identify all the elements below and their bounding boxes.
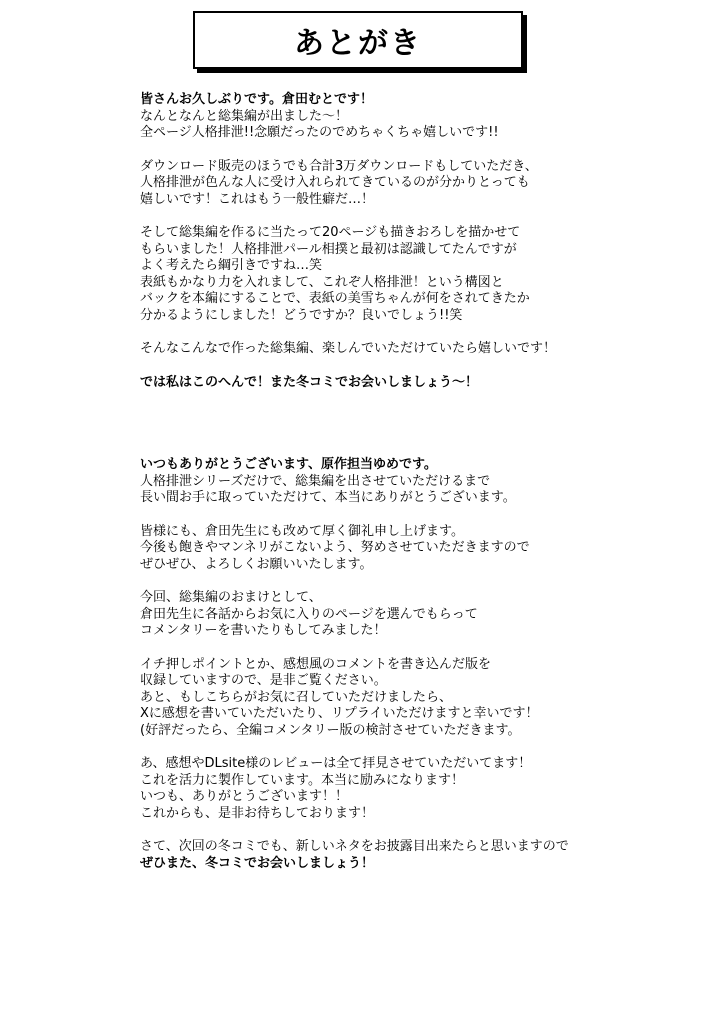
text-line: (好評だったら、全編コメンタリー版の検討させていただきます。: [140, 722, 521, 738]
paragraph: [140, 756, 700, 822]
text-line: さて、次回の冬コミでも、新しいネタをお披露目出来たらと思いますので: [140, 839, 569, 854]
text-line: バックを本編にすることで、表紙の美雪ちゃんが何をされてきたか: [140, 291, 530, 306]
text-line: 長い間お手に取っていただけて、本当にありがとうございます。: [140, 490, 516, 505]
text-line: そして総集編を作るに当たって20ページも描きおろしを描かせて: [140, 225, 521, 240]
text-line: なんとなんと総集編が出ました～！: [140, 108, 349, 124]
paragraph: [140, 590, 700, 640]
text-line: ダウンロード販売のほうでも合計3万ダウンロードもしていただき、: [140, 158, 538, 174]
text-line: 人格排泄が色んな人に受け入れられてきているのが分かりとっても: [140, 175, 530, 190]
paragraph: [140, 375, 700, 392]
paragraph: [140, 657, 700, 740]
paragraph: [140, 225, 700, 324]
paragraph: [140, 159, 700, 209]
text-line: 人格排泄シリーズだけで、総集編を出させていただけるまで: [140, 473, 491, 489]
text-line: 表紙もかなり力を入れまして、これぞ人格排泄！という構図と: [140, 274, 504, 290]
afterword-section-artist: [140, 92, 700, 408]
text-line: では私はこのへんで！また冬コミでお会いしましょう～！: [140, 374, 479, 390]
paragraph: [140, 839, 700, 872]
text-line: 今後も飽きやマンネリがこないよう、努めさせていただきますので: [140, 540, 530, 555]
text-line: 収録していますので、是非ご覧ください。: [140, 673, 387, 688]
text-line: Xに感想を書いていただいたり、リプライいただけますと幸いです！: [140, 706, 539, 721]
text-line: これからも、是非お待ちしております！: [140, 805, 375, 821]
text-line: これを活力に製作しています。本当に励みになります！: [140, 772, 464, 788]
text-line: 全ページ人格排泄!!念願だったのでめちゃくちゃ嬉しいです!!: [140, 125, 499, 140]
title-box: [193, 11, 523, 69]
text-line: よく考えたら綱引きですね…笑: [140, 258, 323, 273]
paragraph: [140, 92, 700, 142]
page-title: あとがき: [294, 26, 422, 61]
text-line: 皆様にも、倉田先生にも改めて厚く御礼申し上げます。: [140, 523, 464, 539]
text-line: コメンタリーを書いたりもしてみました！: [140, 623, 387, 638]
text-line: 倉田先生に各話からお気に入りのページを選んでもらって: [140, 606, 478, 622]
text-line: いつも、ありがとうございます！！: [140, 789, 349, 804]
text-line: 嬉しいです！これはもう一般性癖だ…！: [140, 191, 375, 207]
text-line: そんなこんなで作った総集編、楽しんでいただけていたら嬉しいです！: [140, 341, 557, 356]
text-line: イチ押しポイントとか、感想風のコメントを書き込んだ版を: [140, 656, 492, 672]
text-line: 皆さんお久しぶりです。倉田むとです！: [140, 92, 373, 107]
paragraph: [140, 341, 700, 358]
text-line: あ、感想やDLsite様のレビューは全て拝見させていただいてます！: [140, 756, 532, 771]
afterword-section-writer: [140, 457, 700, 889]
text-line: 分かるようにしました！どうですか？良いでしょう!!笑: [140, 307, 463, 323]
text-line: いつもありがとうございます、原作担当ゆめです。: [140, 457, 437, 472]
paragraph: [140, 524, 700, 574]
paragraph: [140, 457, 700, 507]
text-line: もらいました！人格排泄パール相撲と最初は認識してたんですが: [140, 241, 517, 257]
text-line: あと、もしこちらがお気に召していただけましたら、: [140, 689, 453, 705]
text-line: ぜひぜひ、よろしくお願いいたします。: [140, 556, 373, 572]
text-line: ぜひまた、冬コミでお会いしましょう！: [140, 855, 375, 871]
text-line: 今回、総集編のおまけとして、: [140, 590, 322, 605]
